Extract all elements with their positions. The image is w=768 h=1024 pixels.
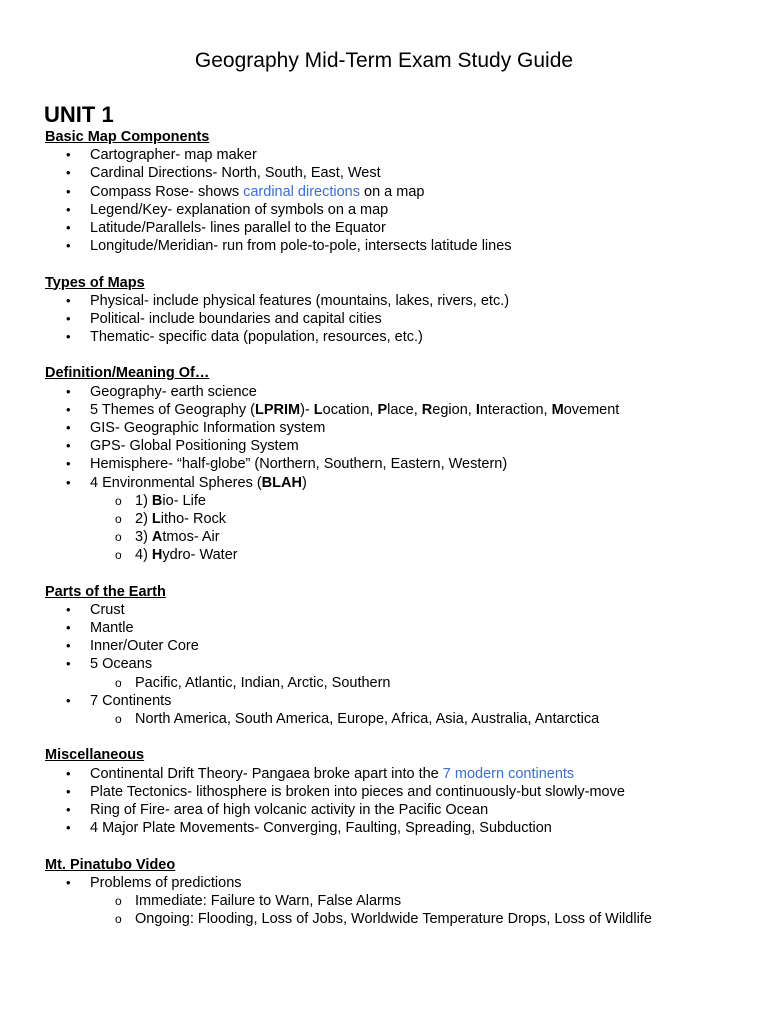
list-item: • Plate Tectonics- lithosphere is broken into pieces and continuously-but slowly-move <box>66 783 625 800</box>
list-item: • 5 Themes of Geography (LPRIM)- Location, Place, Region, Interaction, Movement <box>66 401 620 418</box>
sub-list-item: o Ongoing: Flooding, Loss of Jobs, Worldwide Temperature Drops, Loss of Wildlife <box>115 911 652 928</box>
list-item: • Legend/Key- explanation of symbols on a map <box>66 201 389 218</box>
bullet: • <box>66 201 71 217</box>
sub-bullet: o <box>115 530 122 545</box>
section-heading-pinatubo: Mt. Pinatubo Video <box>45 856 176 873</box>
list-item: • Latitude/Parallels- lines parallel to the Equator <box>66 219 386 236</box>
bullet: • <box>66 874 71 890</box>
list-item: • Problems of predictions <box>66 874 242 891</box>
sub-list-item: o Immediate: Failure to Warn, False Alarms <box>115 892 402 909</box>
bullet: • <box>66 438 71 454</box>
sub-bullet: o <box>115 912 122 927</box>
bullet: • <box>66 801 71 817</box>
list-item: • Geography- earth science <box>66 383 257 400</box>
section-heading-basic-map: Basic Map Components <box>45 129 210 145</box>
sub-bullet: o <box>115 511 122 526</box>
list-item: • Mantle <box>66 620 134 637</box>
study-guide-content <box>0 128 768 928</box>
list-item: • Cardinal Directions- North, South, East, West <box>66 165 381 182</box>
sub-list-item: o Pacific, Atlantic, Indian, Arctic, Southern <box>115 674 391 691</box>
sub-list-item: o 4) Hydro- Water <box>115 547 238 564</box>
sub-list-item: o 2) Litho- Rock <box>115 510 227 527</box>
list-item: • Cartographer- map maker <box>66 147 257 164</box>
page-title: Geography Mid-Term Exam Study Guide <box>194 49 574 72</box>
sub-bullet: o <box>115 548 122 563</box>
list-item: • Crust <box>66 601 125 618</box>
sub-list-item: o 1) Bio- Life <box>115 492 206 509</box>
section-heading-types-of-maps: Types of Maps <box>45 274 145 291</box>
list-item: • Ring of Fire- area of high volcanic activity in the Pacific Ocean <box>66 801 489 818</box>
sub-bullet: o <box>115 712 122 726</box>
list-item: • 4 Major Plate Movements- Converging, Faulting, Spreading, Subduction <box>66 820 552 837</box>
bullet: • <box>66 383 71 399</box>
list-item: • Physical- include physical features (mountains, lakes, rivers, etc.) <box>66 292 510 309</box>
list-item: • Continental Drift Theory- Pangaea broke apart into the 7 modern continents <box>66 765 575 782</box>
bullet: • <box>66 456 71 472</box>
list-item: • Political- include boundaries and capital cities <box>66 310 382 327</box>
bullet: • <box>66 329 71 345</box>
bullet: • <box>66 147 71 163</box>
bullet: • <box>66 692 71 708</box>
section-heading-parts-of-earth: Parts of the Earth <box>45 583 166 600</box>
bullet: • <box>66 183 71 199</box>
bullet: • <box>66 165 71 181</box>
bullet: • <box>66 820 71 836</box>
sub-bullet: o <box>115 675 122 690</box>
unit-heading: UNIT 1 <box>44 102 114 127</box>
list-item: • 5 Oceans <box>66 656 153 673</box>
list-item: • 7 Continents <box>66 692 172 709</box>
sub-bullet: o <box>115 493 122 508</box>
bullet: • <box>66 310 71 326</box>
section-heading-miscellaneous: Miscellaneous <box>45 747 145 764</box>
sub-bullet: o <box>115 893 122 908</box>
bullet: • <box>66 219 71 235</box>
bullet: • <box>66 238 71 254</box>
list-item: • 4 Environmental Spheres (BLAH) <box>66 474 307 491</box>
list-item: • GIS- Geographic Information system <box>66 420 326 436</box>
bullet: • <box>66 292 71 308</box>
bullet: • <box>66 765 71 781</box>
bullet: • <box>66 638 71 654</box>
list-item: • Hemisphere- “half-globe” (Northern, Southern, Eastern, Western) <box>66 456 508 473</box>
bullet: • <box>66 783 71 799</box>
section-heading-definition: Definition/Meaning Of… <box>45 365 210 382</box>
modern-continents-link[interactable]: 7 modern continents <box>442 765 575 782</box>
list-item: • Compass Rose- shows cardinal directions on a map <box>66 183 425 200</box>
list-item: • Longitude/Meridian- run from pole-to-pole, intersects latitude lines <box>66 238 512 255</box>
list-item: • Inner/Outer Core <box>66 638 199 655</box>
list-item: • GPS- Global Positioning System <box>66 438 299 455</box>
bullet: • <box>66 601 71 617</box>
cardinal-directions-link[interactable]: cardinal directions <box>243 183 360 200</box>
sub-list-item: o 3) Atmos- Air <box>115 529 220 546</box>
bullet: • <box>66 474 71 490</box>
bullet: • <box>66 620 71 636</box>
bullet: • <box>66 401 71 417</box>
sub-list-item: o North America, South America, Europe, Africa, Asia, Australia, Antarctica <box>115 711 600 727</box>
bullet: • <box>66 656 71 672</box>
bullet: • <box>66 420 71 435</box>
list-item: • Thematic- specific data (population, resources, etc.) <box>66 329 423 346</box>
